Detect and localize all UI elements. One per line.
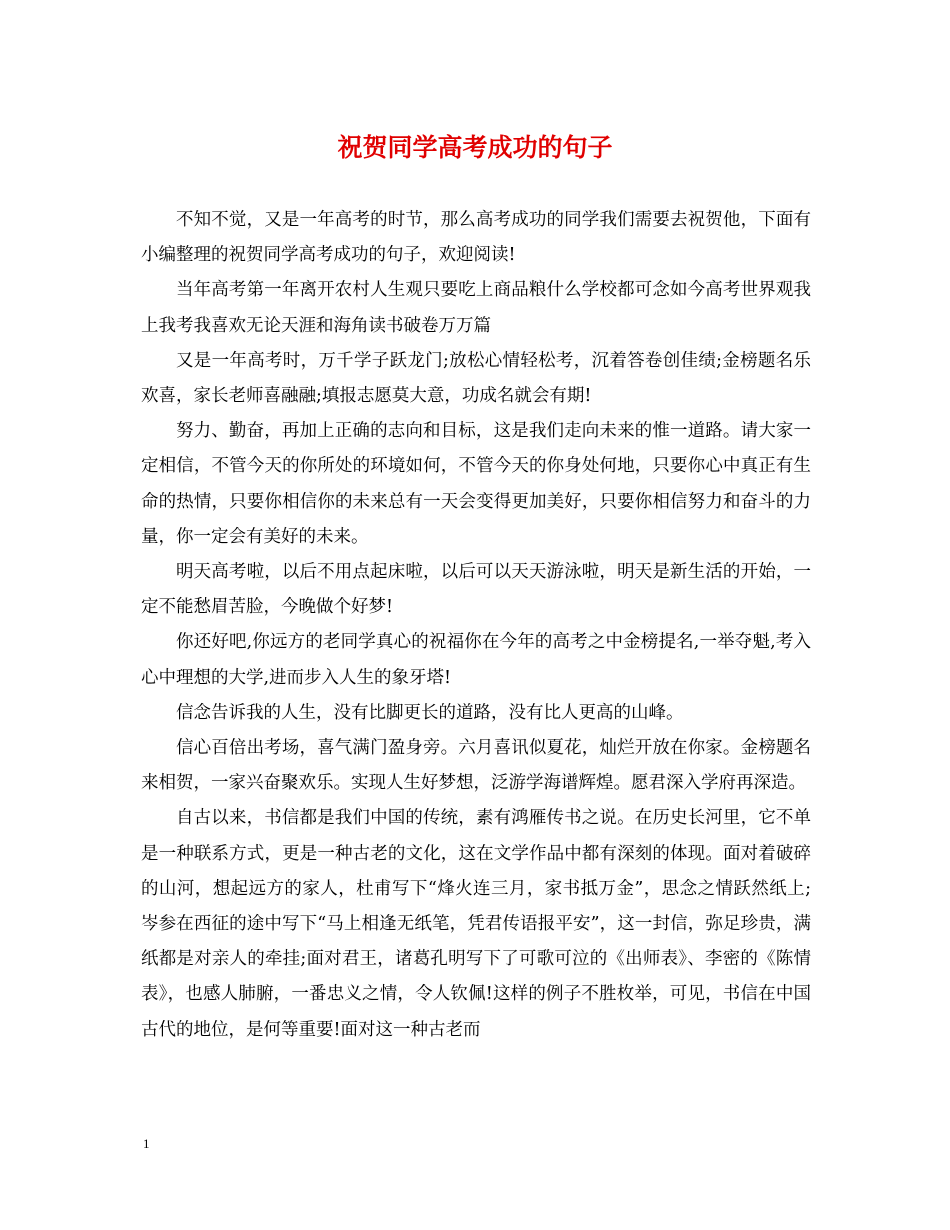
- paragraph: 努力、勤奋，再加上正确的志向和目标，这是我们走向未来的惟一道路。请大家一定相信，不管今天的你所处的环境如何，不管今天的你身处何地，只要你心中真正有生命的热情，只要你相信你的未来总有一天会变得更加美好，只要你相信努力和奋斗的力量，你一定会有美好的未来。: [141, 421, 811, 547]
- paragraph: 信念告诉我的人生，没有比脚更长的道路，没有比人更高的山峰。: [176, 702, 684, 723]
- paragraph: 明天高考啦，以后不用点起床啦，以后可以天天游泳啦，明天是新生活的开始，一定不能愁眉苦脸，今晚做个好梦!: [141, 562, 811, 618]
- paragraph: 自古以来，书信都是我们中国的传统，素有鸿雁传书之说。在历史长河里，它不单是一种联系方式，更是一种古老的文化，这在文学作品中都有深刻的体现。面对着破碎的山河，想起远方的家人，杜甫写下“烽火连三月，家书抵万金”，思念之情跃然纸上;岑参在西征的途中写下“马上相逢无纸笔，凭君传语报平安”，这一封信，弥足珍贵，满纸都是对亲人的牵挂;面对君王，诸葛孔明写下了可歌可泣的《出师表》、李密的《陈情表》，也感人肺腑，一番忠义之情，令人钦佩!这样的例子不胜枚举，可见，书信在中国古代的地位，是何等重要!面对这一种古老而: [141, 808, 811, 1040]
- paragraph: 不知不觉，又是一年高考的时节，那么高考成功的同学我们需要去祝贺他，下面有小编整理的祝贺同学高考成功的句子，欢迎阅读!: [141, 210, 811, 266]
- paragraph: 又是一年高考时，万千学子跃龙门;放松心情轻松考，沉着答卷创佳绩;金榜题名乐欢喜，家长老师喜融融;填报志愿莫大意，功成名就会有期!: [141, 350, 811, 407]
- paragraph: 当年高考第一年离开农村人生观只要吃上商品粮什么学校都可念如今高考世界观我上我考我喜欢无论天涯和海角读书破卷万万篇: [141, 280, 811, 336]
- page-number: 1: [143, 1136, 150, 1151]
- document-body: [141, 203, 811, 1048]
- paragraph: 你还好吧,你远方的老同学真心的祝福你在今年的高考之中金榜提名,一举夺魁,考入心中理想的大学,进而步入人生的象牙塔!: [141, 632, 811, 688]
- document-title: 祝贺同学高考成功的句子: [337, 133, 613, 162]
- paragraph: 信心百倍出考场，喜气满门盈身旁。六月喜讯似夏花，灿烂开放在你家。金榜题名来相贺，一家兴奋聚欢乐。实现人生好梦想，泛游学海谱辉煌。愿君深入学府再深造。: [141, 738, 811, 794]
